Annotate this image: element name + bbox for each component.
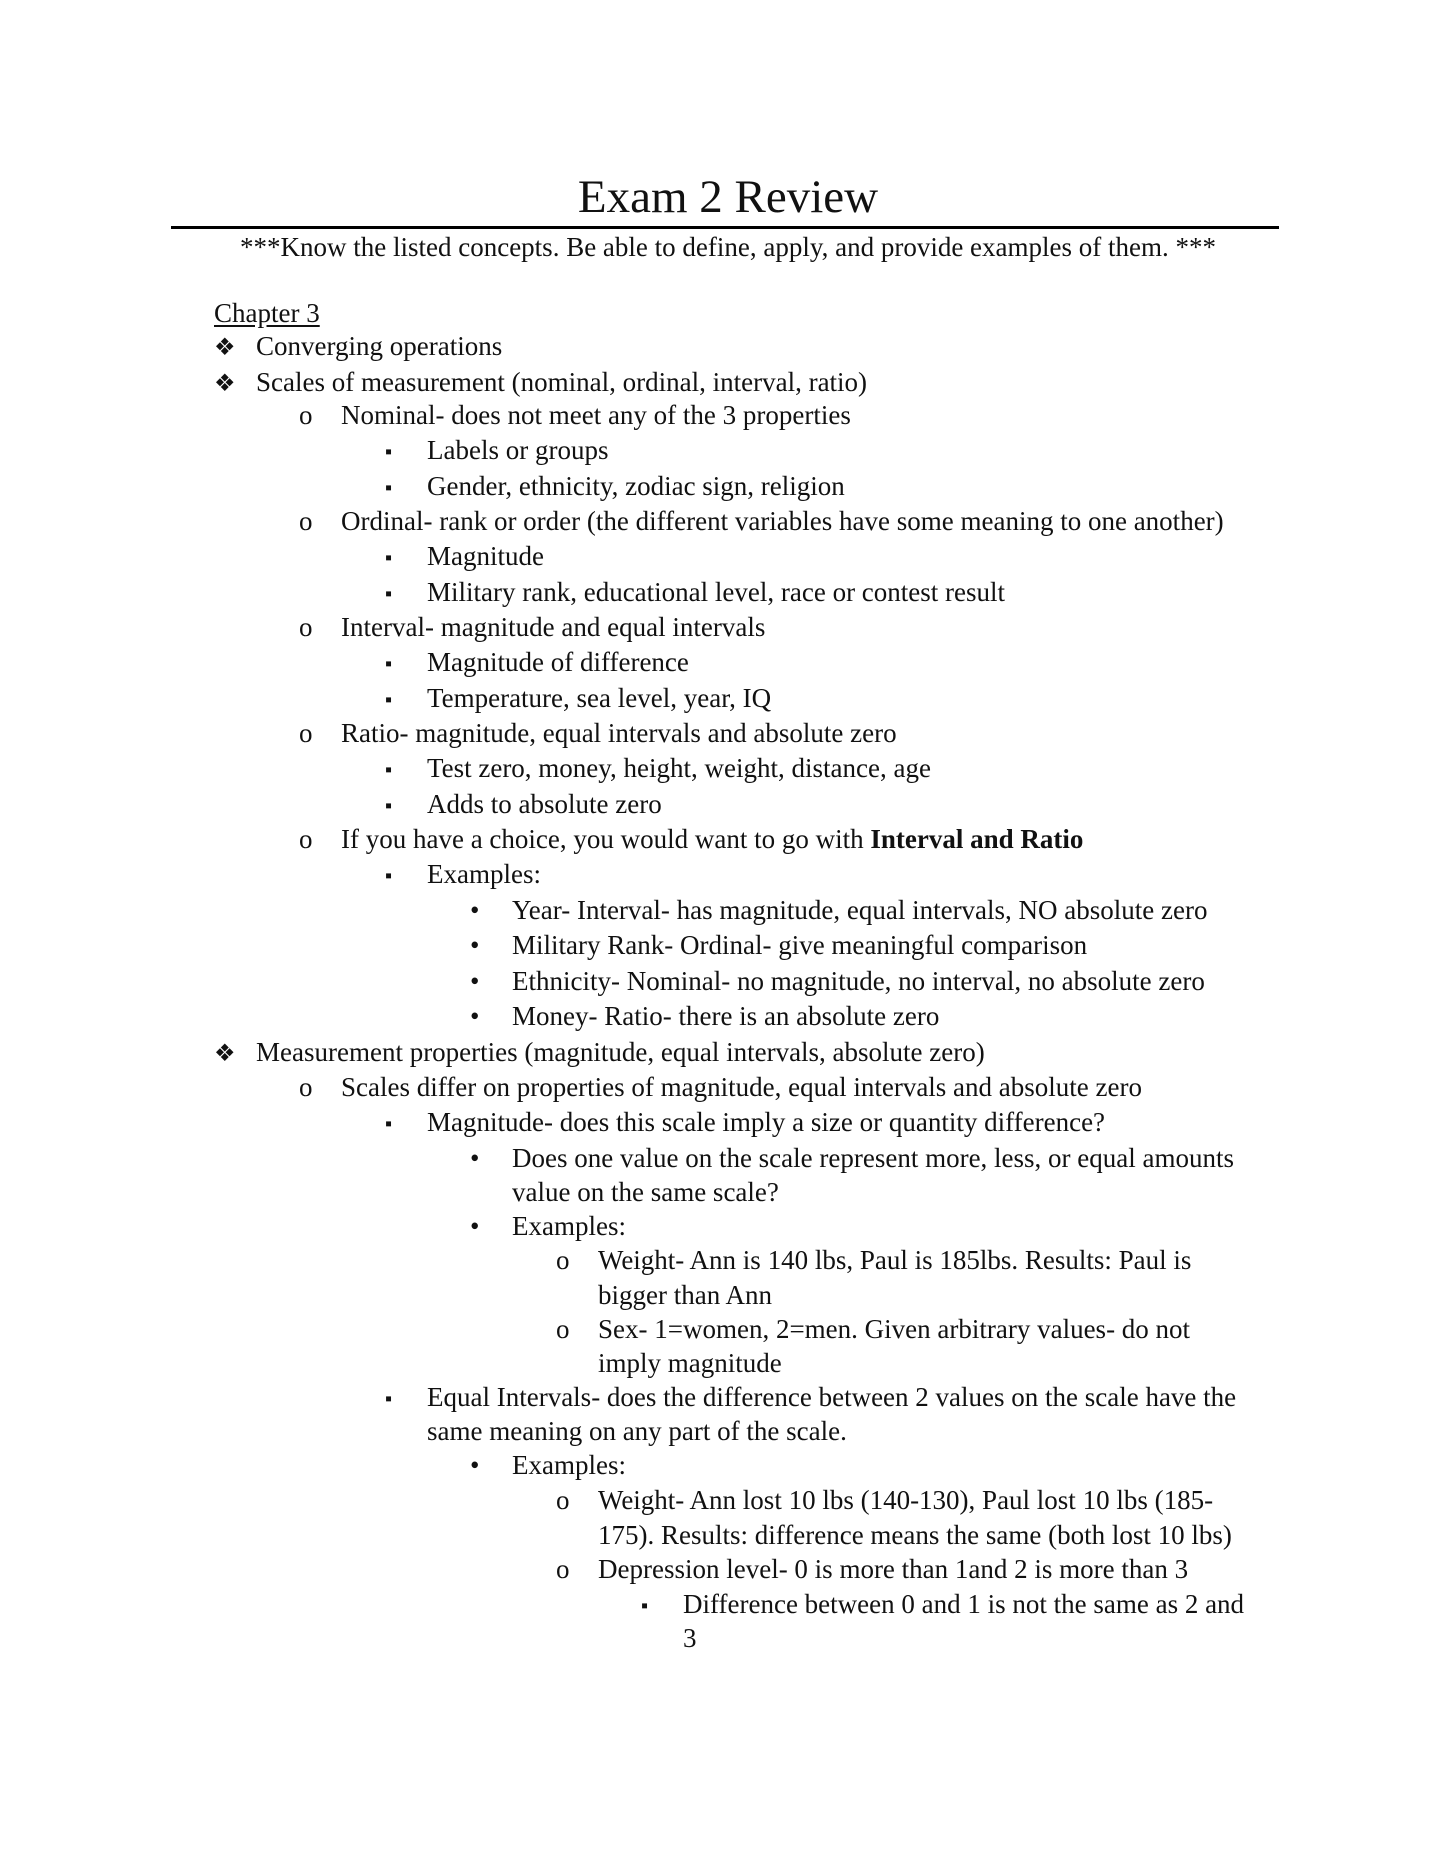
- diamond-bullet-icon: ❖: [214, 335, 236, 361]
- list-item-nominal-labels: Labels or groups: [427, 435, 609, 465]
- circle-bullet-icon: o: [556, 1314, 570, 1344]
- dot-bullet-icon: •: [470, 1001, 480, 1031]
- dot-bullet-icon: •: [470, 1143, 480, 1173]
- circle-bullet-icon: o: [556, 1245, 570, 1275]
- square-bullet-icon: ▪: [385, 1113, 393, 1135]
- circle-bullet-icon: o: [299, 506, 313, 536]
- circle-bullet-icon: o: [299, 718, 313, 748]
- diamond-bullet-icon: ❖: [214, 371, 236, 397]
- diamond-bullet-icon: ❖: [214, 1041, 236, 1067]
- circle-bullet-icon: o: [299, 612, 313, 642]
- list-item-difference: Difference between 0 and 1 is not the same as 2 and: [683, 1589, 1245, 1619]
- list-item-sex-cont: imply magnitude: [598, 1348, 782, 1378]
- document-intro: ***Know the listed concepts. Be able to define, apply, and provide examples of them. ***: [240, 232, 1216, 262]
- square-bullet-icon: ▪: [385, 689, 393, 711]
- dot-bullet-icon: •: [470, 1211, 480, 1241]
- list-item-ordinal-magnitude: Magnitude: [427, 541, 544, 571]
- choice-text: If you have a choice, you would want to go with: [341, 824, 871, 854]
- square-bullet-icon: ▪: [385, 795, 393, 817]
- list-item-weight-lost: Weight- Ann lost 10 lbs (140-130), Paul lost 10 lbs (185-: [598, 1485, 1214, 1515]
- list-item-choice: [341, 822, 1083, 856]
- list-item-nominal-examples: Gender, ethnicity, zodiac sign, religion: [427, 471, 845, 501]
- circle-bullet-icon: o: [299, 1072, 313, 1102]
- square-bullet-icon: ▪: [385, 583, 393, 605]
- dot-bullet-icon: •: [470, 930, 480, 960]
- list-item-weight-lost-cont: 175). Results: difference means the same (both lost 10 lbs): [598, 1520, 1232, 1550]
- list-item-converging: Converging operations: [256, 331, 503, 361]
- square-bullet-icon: ▪: [385, 1388, 393, 1410]
- square-bullet-icon: ▪: [385, 441, 393, 463]
- list-item-ex-ethnicity: Ethnicity- Nominal- no magnitude, no interval, no absolute zero: [512, 966, 1205, 996]
- dot-bullet-icon: •: [470, 895, 480, 925]
- list-item-weight-ann: Weight- Ann is 140 lbs, Paul is 185lbs. Results: Paul is: [598, 1245, 1192, 1275]
- list-item-measurement: Measurement properties (magnitude, equal intervals, absolute zero): [256, 1037, 985, 1067]
- circle-bullet-icon: o: [556, 1554, 570, 1584]
- list-item-examples-label: Examples:: [427, 859, 541, 889]
- chapter-heading: Chapter 3: [214, 298, 320, 328]
- list-item-equal-intervals-cont: same meaning on any part of the scale.: [427, 1416, 847, 1446]
- square-bullet-icon: ▪: [641, 1595, 649, 1617]
- circle-bullet-icon: o: [299, 400, 313, 430]
- list-item-depression: Depression level- 0 is more than 1and 2 is more than 3: [598, 1554, 1189, 1584]
- dot-bullet-icon: •: [470, 966, 480, 996]
- square-bullet-icon: ▪: [385, 477, 393, 499]
- list-item-magnitude-question: Does one value on the scale represent more, less, or equal amounts: [512, 1143, 1235, 1173]
- square-bullet-icon: ▪: [385, 759, 393, 781]
- list-item-difference-cont: 3: [683, 1623, 697, 1653]
- list-item-ratio: Ratio- magnitude, equal intervals and absolute zero: [341, 718, 897, 748]
- list-item-magnitude-question-cont: value on the same scale?: [512, 1177, 779, 1207]
- title-rule: [171, 226, 1279, 229]
- document-title: Exam 2 Review: [577, 171, 879, 223]
- circle-bullet-icon: o: [299, 824, 313, 854]
- list-item-weight-ann-cont: bigger than Ann: [598, 1280, 772, 1310]
- list-item-ex-money: Money- Ratio- there is an absolute zero: [512, 1001, 940, 1031]
- list-item-ex-year: Year- Interval- has magnitude, equal intervals, NO absolute zero: [512, 895, 1208, 925]
- list-item-equal-intervals: Equal Intervals- does the difference between 2 values on the scale have the: [427, 1382, 1237, 1412]
- square-bullet-icon: ▪: [385, 653, 393, 675]
- square-bullet-icon: ▪: [385, 865, 393, 887]
- list-item-ordinal: Ordinal- rank or order (the different variables have some meaning to one another): [341, 506, 1224, 536]
- list-item-magnitude-def: Magnitude- does this scale imply a size or quantity difference?: [427, 1107, 1106, 1137]
- list-item-ex-military: Military Rank- Ordinal- give meaningful comparison: [512, 930, 1088, 960]
- list-item-ordinal-examples: Military rank, educational level, race or contest result: [427, 577, 1006, 607]
- list-item-mag-examples: Examples:: [512, 1211, 626, 1241]
- circle-bullet-icon: o: [556, 1485, 570, 1515]
- list-item-scales-differ: Scales differ on properties of magnitude, equal intervals and absolute zero: [341, 1072, 1142, 1102]
- list-item-interval-magnitude: Magnitude of difference: [427, 647, 689, 677]
- list-item-ratio-adds: Adds to absolute zero: [427, 789, 662, 819]
- choice-emphasis: Interval and Ratio: [870, 824, 1084, 854]
- list-item-ratio-examples: Test zero, money, height, weight, distance, age: [427, 753, 931, 783]
- dot-bullet-icon: •: [470, 1450, 480, 1480]
- list-item-sex: Sex- 1=women, 2=men. Given arbitrary values- do not: [598, 1314, 1191, 1344]
- list-item-scales: Scales of measurement (nominal, ordinal, interval, ratio): [256, 367, 868, 397]
- list-item-interval: Interval- magnitude and equal intervals: [341, 612, 766, 642]
- list-item-eq-examples: Examples:: [512, 1450, 626, 1480]
- square-bullet-icon: ▪: [385, 547, 393, 569]
- list-item-interval-examples: Temperature, sea level, year, IQ: [427, 683, 772, 713]
- list-item-nominal: Nominal- does not meet any of the 3 properties: [341, 400, 851, 430]
